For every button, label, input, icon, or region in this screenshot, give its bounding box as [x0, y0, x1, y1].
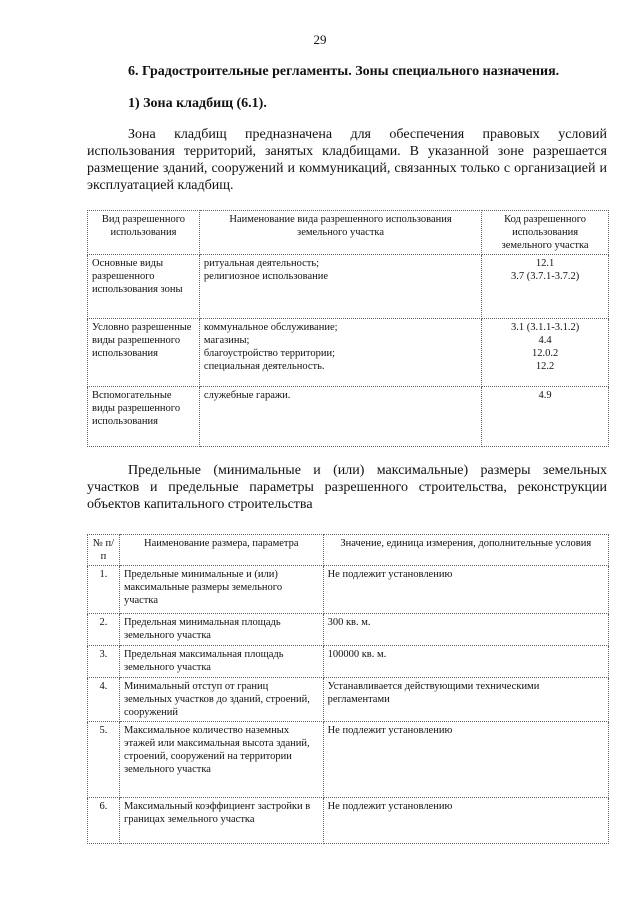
table-row	[88, 566, 609, 614]
table-row	[88, 319, 609, 387]
use-name: служебные гаражи.	[203, 390, 291, 401]
row-number: 5.	[88, 722, 120, 798]
use-name: коммунальное обслуживание;	[203, 322, 338, 333]
use-name: религиозное использование	[203, 271, 329, 282]
use-type-cell: Условно разрешенные виды разрешенного использования	[88, 319, 200, 387]
parameter-name: Минимальный отступ от границ земельных участков до зданий, строений, сооружений	[119, 678, 323, 722]
use-code: 4.4	[538, 335, 552, 346]
table-row	[88, 646, 609, 678]
permitted-uses-table	[87, 210, 609, 447]
parameter-name: Предельная минимальная площадь земельного участка	[119, 614, 323, 646]
parameter-value: Устанавливается действующими техническими регламентами	[323, 678, 608, 722]
use-code: 12.1	[535, 258, 555, 269]
column-header: Вид разрешенного использования	[88, 211, 200, 255]
use-codes-cell	[482, 387, 609, 447]
use-code: 4.9	[538, 390, 552, 401]
parameter-name: Максимальное количество наземных этажей или максимальная высота зданий, строений, сооружений на территории земельного участка	[119, 722, 323, 798]
parameter-value: Не подлежит установлению	[323, 798, 608, 844]
use-name: специальная деятельность.	[203, 361, 325, 372]
row-number: 2.	[88, 614, 120, 646]
use-names-cell	[199, 255, 481, 319]
table-header-row	[88, 211, 609, 255]
table-row	[88, 678, 609, 722]
use-code: 12.0.2	[531, 348, 559, 359]
column-header: Значение, единица измерения, дополнительные условия	[323, 535, 608, 566]
use-code: 3.1 (3.1.1-3.1.2)	[510, 322, 580, 333]
row-number: 6.	[88, 798, 120, 844]
use-name: магазины;	[203, 335, 250, 346]
use-codes-cell	[482, 319, 609, 387]
table-row	[88, 255, 609, 319]
row-number: 4.	[88, 678, 120, 722]
page-number: 29	[313, 32, 327, 47]
use-name: благоустройство территории;	[203, 348, 336, 359]
parameter-value: Не подлежит установлению	[323, 722, 608, 798]
column-header: Наименование размера, параметра	[119, 535, 323, 566]
parameter-name: Предельная максимальная площадь земельного участка	[119, 646, 323, 678]
table-row	[88, 722, 609, 798]
use-names-cell	[199, 387, 481, 447]
row-number: 1.	[88, 566, 120, 614]
parameter-name: Максимальный коэффициент застройки в границах земельного участка	[119, 798, 323, 844]
parameter-name: Предельные минимальные и (или) максимальные размеры земельного участка	[119, 566, 323, 614]
intro-paragraph: Зона кладбищ предназначена для обеспечения правовых условий использования территорий, занятых кладбищами. В указанной зоне разрешается размещение зданий, сооружений и коммуникаций, связанных только с организацией и эксплуатацией кладбищ.	[87, 127, 607, 193]
table-row	[88, 614, 609, 646]
use-code: 3.7 (3.7.1-3.7.2)	[510, 271, 580, 282]
parameters-table	[87, 534, 609, 844]
column-header: № п/п	[88, 535, 120, 566]
table-header-row	[88, 535, 609, 566]
use-codes-cell	[482, 255, 609, 319]
parameter-value: 300 кв. м.	[323, 614, 608, 646]
table-row	[88, 387, 609, 447]
limits-paragraph: Предельные (минимальные и (или) максимальные) размеры земельных участков и предельные параметры разрешенного строительства, реконструкции объектов капитального строительства	[87, 463, 607, 512]
zone-subheading: 1) Зона кладбищ (6.1).	[128, 96, 267, 111]
column-header: Наименование вида разрешенного использования земельного участка	[199, 211, 481, 255]
section-heading: 6. Градостроительные регламенты. Зоны специального назначения.	[128, 64, 560, 79]
use-names-cell	[199, 319, 481, 387]
row-number: 3.	[88, 646, 120, 678]
use-type-cell: Вспомогательные виды разрешенного использования	[88, 387, 200, 447]
parameter-value: Не подлежит установлению	[323, 566, 608, 614]
use-code: 12.2	[535, 361, 555, 372]
use-type-cell: Основные виды разрешенного использования зоны	[88, 255, 200, 319]
table-row	[88, 798, 609, 844]
column-header: Код разрешенного использования земельного участка	[482, 211, 609, 255]
parameter-value: 100000 кв. м.	[323, 646, 608, 678]
use-name: ритуальная деятельность;	[203, 258, 320, 269]
